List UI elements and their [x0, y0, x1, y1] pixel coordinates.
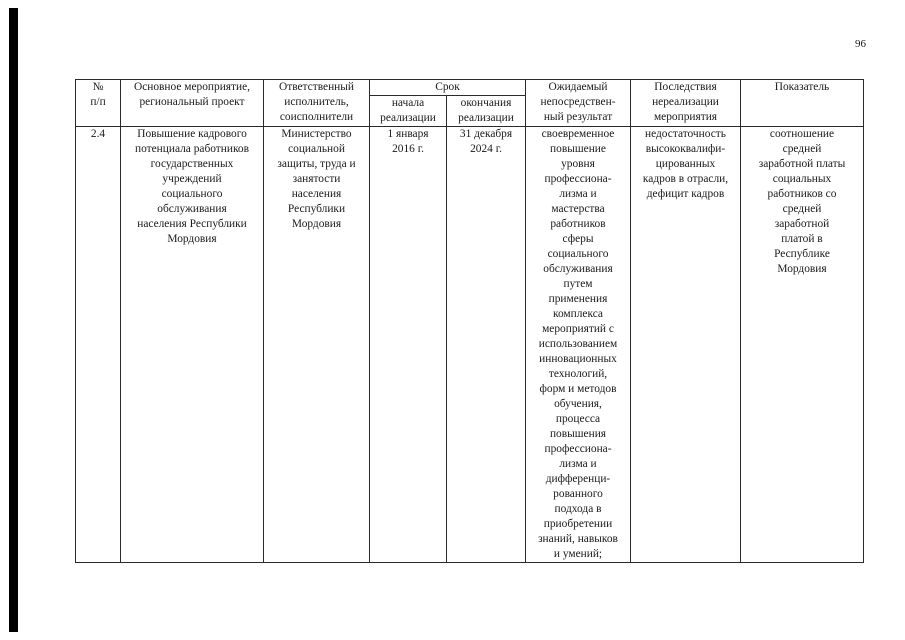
cell-activity: Повышение кадрового потенциала работников государственных учреждений социального обслуживания населения Республики Мордовия	[121, 127, 264, 563]
header-term-start: начала реализации	[370, 96, 447, 127]
cell-consequences: недостаточность высококвалифи- цированных кадров в отрасли, дефицит кадров	[631, 127, 741, 563]
cell-responsible: Министерство социальной защиты, труда и занятости населения Республики Мордовия	[264, 127, 370, 563]
header-term-end: окончания реализации	[447, 96, 526, 127]
header-expected-result: Ожидаемый непосредствен- ный результат	[526, 80, 631, 127]
table-row	[76, 127, 864, 563]
cell-num: 2.4	[76, 127, 121, 563]
header-num: № п/п	[76, 80, 121, 127]
cell-indicator: соотношение средней заработной платы социальных работников со средней заработной платой в Республике Мордовия	[741, 127, 864, 563]
page-number: 96	[855, 38, 866, 50]
activities-table	[75, 79, 864, 563]
cell-term-end: 31 декабря 2024 г.	[447, 127, 526, 563]
header-term: Срок	[370, 80, 526, 96]
header-row	[76, 80, 864, 96]
header-consequences: Последствия нереализации мероприятия	[631, 80, 741, 127]
scan-edge-bar	[9, 8, 18, 632]
cell-expected-result: своевременное повышение уровня профессиона- лизма и мастерства работников сферы социального обслуживания путем применения комплекса мероприятий с использованием инновационных технологий, форм и методов обучения, процесса повышения профессиона- лизма и дифференци- рованного подхода в приобретении знаний, навыков и умений;	[526, 127, 631, 563]
header-activity: Основное мероприятие, региональный проект	[121, 80, 264, 127]
header-indicator: Показатель	[741, 80, 864, 127]
header-responsible: Ответственный исполнитель, соисполнители	[264, 80, 370, 127]
cell-term-start: 1 января 2016 г.	[370, 127, 447, 563]
